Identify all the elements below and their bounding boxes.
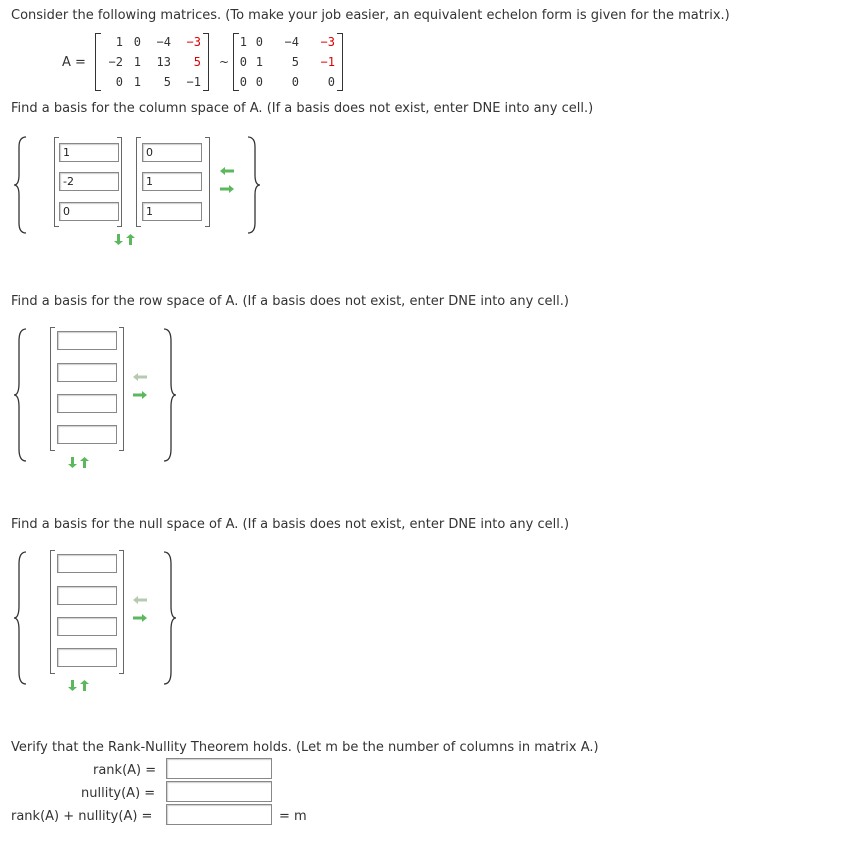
vector-1-entry-3[interactable]: 0 (59, 202, 119, 221)
matrix-entry: −3 (186, 35, 201, 49)
remove-vector-arrow-icon[interactable] (219, 166, 235, 176)
vector-2-entry-2[interactable]: 1 (142, 172, 202, 191)
sum-input[interactable] (166, 804, 272, 825)
vector-2-entry-3[interactable]: 1 (142, 202, 202, 221)
vector-1-entry-2[interactable] (57, 363, 117, 382)
matrix-entry: 0 (239, 55, 247, 69)
left-brace (12, 135, 30, 235)
matrix-a (95, 33, 209, 91)
rank-input[interactable] (166, 758, 272, 779)
column-space-prompt: Find a basis for the column space of A. (If a basis does not exist, enter DNE into any cell.) (11, 101, 594, 116)
vector-2-entry-1[interactable]: 0 (142, 143, 202, 162)
matrix-entry: 1 (133, 75, 141, 89)
add-vector-arrow-icon[interactable] (132, 613, 148, 623)
nullity-label: nullity(A) = (81, 786, 156, 801)
nullity-input[interactable] (166, 781, 272, 802)
vector-1-entry-2[interactable]: -2 (59, 172, 119, 191)
matrix-entry: 5 (291, 55, 299, 69)
vector-1-entry-1[interactable]: 1 (59, 143, 119, 162)
matrix-entry: 1 (133, 55, 141, 69)
vector-1-entry-4[interactable] (57, 648, 117, 667)
remove-vector-arrow-icon (132, 595, 148, 605)
row-space-prompt: Find a basis for the row space of A. (If a basis does not exist, enter DNE into any cell.) (11, 294, 569, 309)
matrix-echelon (233, 33, 343, 91)
matrix-entry: 0 (239, 75, 247, 89)
sum-label: rank(A) + nullity(A) = (11, 809, 153, 824)
intro-text: Consider the following matrices. (To make your job easier, an equivalent echelon form is given for the matrix.) (11, 8, 730, 23)
column-basis-vector-1 (54, 137, 122, 227)
right-brace (244, 135, 262, 235)
matrix-entry: 5 (193, 55, 201, 69)
remove-vector-arrow-icon (132, 372, 148, 382)
matrix-entry: 1 (115, 35, 123, 49)
vector-1-entry-4[interactable] (57, 425, 117, 444)
matrix-entry: 0 (133, 35, 141, 49)
matrix-entry: −1 (320, 55, 335, 69)
matrix-entry: 13 (156, 55, 171, 69)
add-vector-arrow-icon[interactable] (219, 184, 235, 194)
left-brace (12, 550, 30, 686)
vector-1-entry-3[interactable] (57, 394, 117, 413)
matrix-entry: 0 (115, 75, 123, 89)
equals-m-label: = m (279, 809, 307, 824)
rank-nullity-prompt: Verify that the Rank-Nullity Theorem holds. (Let m be the number of columns in matrix A.) (11, 740, 599, 755)
vector-size-arrows-icon[interactable] (67, 679, 91, 692)
matrix-entry: 1 (239, 35, 247, 49)
vector-1-entry-2[interactable] (57, 586, 117, 605)
column-basis-vector-2 (136, 137, 210, 227)
vector-1-entry-3[interactable] (57, 617, 117, 636)
right-brace (160, 550, 178, 686)
null-space-prompt: Find a basis for the null space of A. (If a basis does not exist, enter DNE into any cell.) (11, 517, 570, 532)
matrix-entry: 1 (255, 55, 263, 69)
matrix-entry: 0 (327, 75, 335, 89)
left-brace (12, 327, 30, 463)
vector-1-entry-1[interactable] (57, 331, 117, 350)
matrix-entry: 5 (163, 75, 171, 89)
rank-label: rank(A) = (93, 763, 157, 778)
matrix-entry: 0 (255, 75, 263, 89)
right-brace (160, 327, 178, 463)
matrix-entry: 0 (255, 35, 263, 49)
vector-size-arrows-icon[interactable] (113, 233, 137, 246)
vector-size-arrows-icon[interactable] (67, 456, 91, 469)
matrix-label: A = (62, 55, 86, 70)
matrix-entry: 0 (291, 75, 299, 89)
matrix-entry: −4 (284, 35, 299, 49)
matrix-entry: −2 (108, 55, 123, 69)
null-basis-vector-1 (50, 550, 124, 674)
row-basis-vector-1 (50, 327, 124, 451)
matrix-entry: −4 (156, 35, 171, 49)
tilde-symbol: ~ (219, 55, 230, 69)
matrix-entry: −1 (186, 75, 201, 89)
vector-1-entry-1[interactable] (57, 554, 117, 573)
add-vector-arrow-icon[interactable] (132, 390, 148, 400)
matrix-entry: −3 (320, 35, 335, 49)
